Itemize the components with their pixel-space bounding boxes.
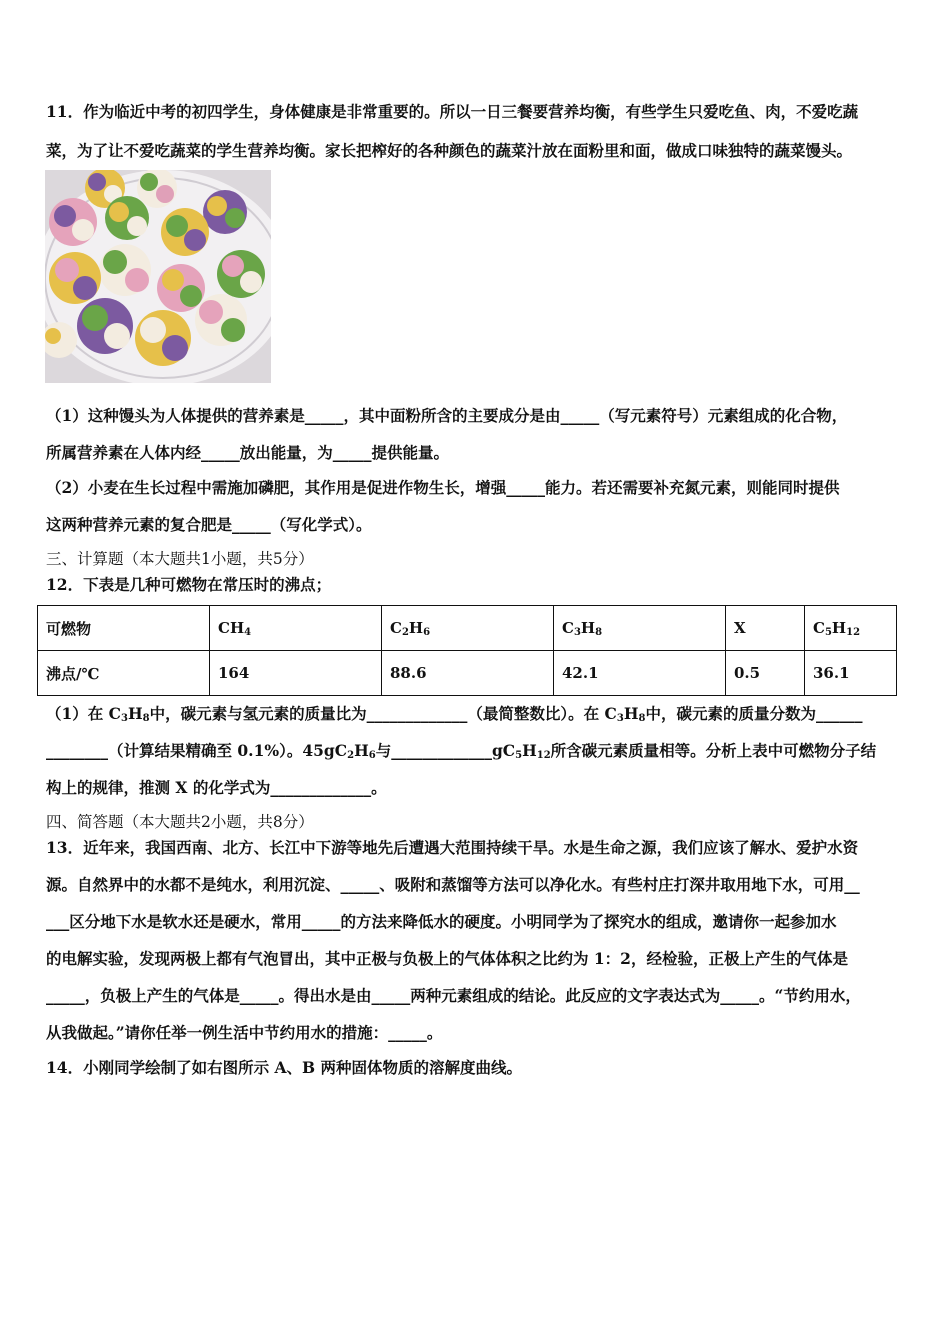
q11-line-2: 菜，为了让不爱吃蔬菜的学生营养均衡。家长把榨好的各种颜色的蔬菜汁放在面粉里和面，做成口味独特的蔬菜馒头。	[46, 141, 853, 160]
section-4-heading: 四、简答题（本大题共2小题，共8分）	[46, 813, 314, 831]
q11-part1-line-1: （1）这种馒头为人体提供的营养素是_____，其中面粉所含的主要成分是由_____（写元素符号）元素组成的化合物，	[46, 406, 848, 425]
section-3-heading: 三、计算题（本大题共1小题，共5分）	[46, 550, 314, 568]
table-cell: 0.5	[726, 651, 805, 696]
table-header-cell: $C_2H_6$	[382, 606, 554, 651]
q13-line-2: 源。自然界中的水都不是纯水，利用沉淀、_____、吸附和蒸馏等方法可以净化水。有些村庄打深井取用地下水，可用__	[46, 875, 860, 894]
table-cell: 沸点/℃	[38, 651, 210, 696]
q11-part2-line-2: 这两种营养元素的复合肥是_____（写化学式）。	[46, 515, 372, 534]
q11-part2-line-1: （2）小麦在生长过程中需施加磷肥，其作用是促进作物生长，增强_____能力。若还需要补充氮元素，则能同时提供	[46, 478, 840, 497]
table-row	[38, 651, 897, 696]
table-cell: 42.1	[554, 651, 726, 696]
q13-line-3: ___区分地下水是软水还是硬水，常用_____的方法来降低水的硬度。小明同学为了探究水的组成，邀请你一起参加水	[46, 912, 837, 931]
q12-part1-line-2: ________（计算结果精确至 0.1%）。$45gC_2H_6$与$\_\_\_\_\_\_\_\_\_\_\_\_\_gC_5H_{12}$所含碳元素质量相等。分析上表中可燃物分子结	[46, 741, 877, 761]
q12-intro: 12．下表是几种可燃物在常压时的沸点；	[46, 575, 332, 594]
table-header-cell: $C_3H_8$	[554, 606, 726, 651]
table-header-cell: $CH_4$	[210, 606, 382, 651]
q14-line-1: 14．小刚同学绘制了如右图所示 A、B 两种固体物质的溶解度曲线。	[46, 1058, 522, 1077]
q13-line-1: 13．近年来，我国西南、北方、长江中下游等地先后遭遇大范围持续干旱。水是生命之源，我们应该了解水、爱护水资	[46, 838, 859, 857]
table-header-cell: X	[726, 606, 805, 651]
table-cell: 164	[210, 651, 382, 696]
table-header-cell: 可燃物	[38, 606, 210, 651]
vegetable-steamed-buns-photo	[45, 170, 271, 383]
q12-part1-line-1: （1）在 $C_3H_8$中，碳元素与氢元素的质量比为_____________（最简整数比）。在 $C_3H_8$中，碳元素的质量分数为______	[46, 704, 863, 724]
table-cell: 88.6	[382, 651, 554, 696]
q11-part1-line-2: 所属营养素在人体内经_____放出能量，为_____提供能量。	[46, 443, 450, 462]
q13-line-4: 的电解实验，发现两极上都有气泡冒出，其中正极与负极上的气体体积之比约为 1：2，经检验，正极上产生的气体是	[46, 949, 848, 968]
table-cell: 36.1	[805, 651, 897, 696]
table-row	[38, 606, 897, 651]
q13-line-5: _____，负极上产生的气体是_____。得出水是由_____两种元素组成的结论。此反应的文字表达式为_____。“节约用水，	[46, 986, 861, 1005]
table-header-cell: $C_5H_{12}$	[805, 606, 897, 651]
boiling-point-table	[37, 605, 897, 696]
q11-line-1: 11．作为临近中考的初四学生，身体健康是非常重要的。所以一日三餐要营养均衡，有些学生只爱吃鱼、肉，不爱吃蔬	[46, 102, 859, 121]
q12-part1-line-3: 构上的规律，推测 X 的化学式为_____________。	[46, 778, 387, 797]
q13-line-6: 从我做起。”请你任举一例生活中节约用水的措施：_____。	[46, 1023, 443, 1042]
